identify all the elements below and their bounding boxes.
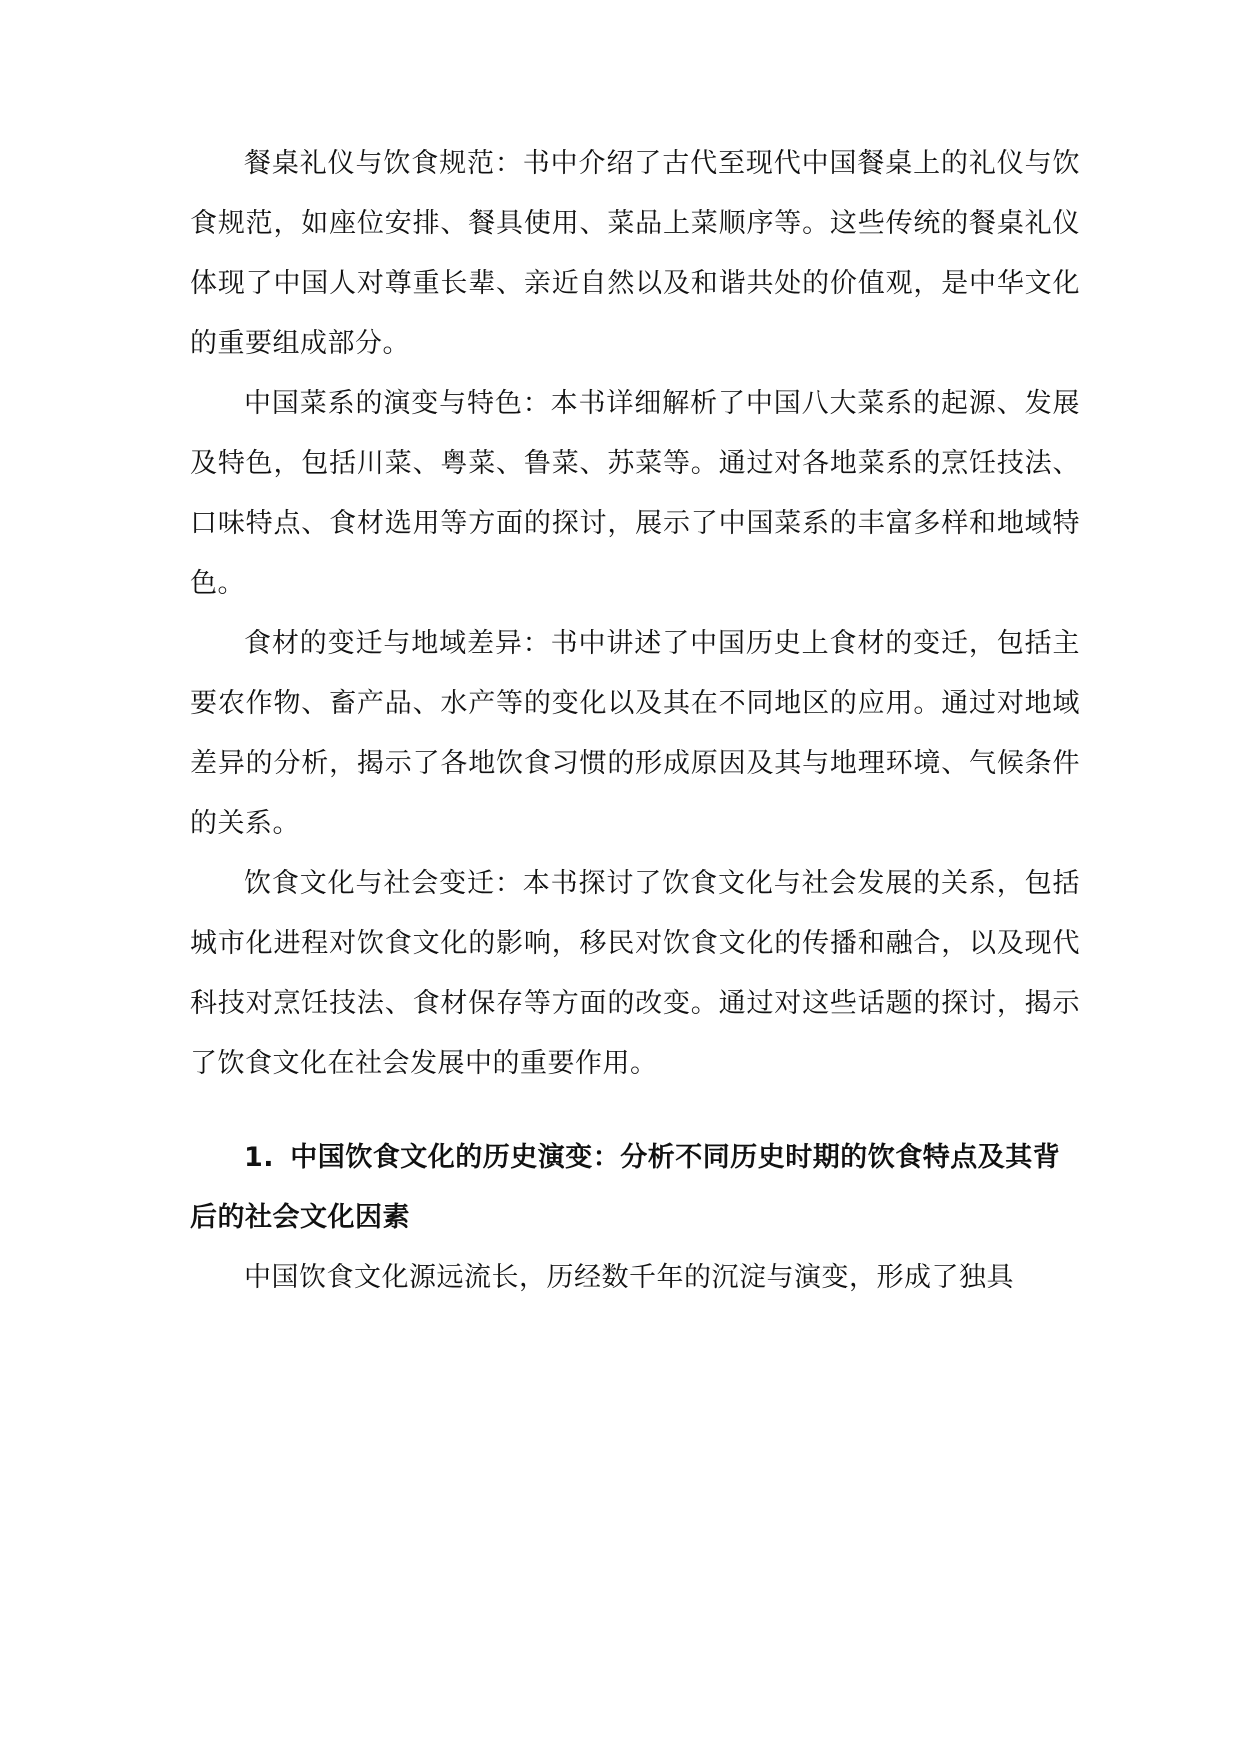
- document-page: [190, 134, 1080, 1308]
- paragraph-closing: 中国饮食文化源远流长，历经数千年的沉淀与演变，形成了独具: [244, 1262, 1014, 1293]
- section-title: 中国饮食文化的历史演变：分析不同历史时期的饮食特点及其背后的社会文化因素: [190, 1142, 1061, 1233]
- section-heading: [190, 1128, 1080, 1248]
- section-number: 1.: [244, 1142, 275, 1173]
- paragraph-ingredient-changes: 食材的变迁与地域差异：书中讲述了中国历史上食材的变迁，包括主要农作物、畜产品、水产等的变化以及其在不同地区的应用。通过对地域差异的分析，揭示了各地饮食习惯的形成原因及其与地理环境、气候条件的关系。: [190, 628, 1080, 839]
- paragraph-cuisine-evolution: 中国菜系的演变与特色：本书详细解析了中国八大菜系的起源、发展及特色，包括川菜、粤菜、鲁菜、苏菜等。通过对各地菜系的烹饪技法、口味特点、食材选用等方面的探讨，展示了中国菜系的丰富多样和地域特色。: [190, 388, 1080, 599]
- paragraph-dining-etiquette: 餐桌礼仪与饮食规范：书中介绍了古代至现代中国餐桌上的礼仪与饮食规范，如座位安排、餐具使用、菜品上菜顺序等。这些传统的餐桌礼仪体现了中国人对尊重长辈、亲近自然以及和谐共处的价值观，是中华文化的重要组成部分。: [190, 148, 1080, 359]
- paragraph-social-change: 饮食文化与社会变迁：本书探讨了饮食文化与社会发展的关系，包括城市化进程对饮食文化的影响，移民对饮食文化的传播和融合，以及现代科技对烹饪技法、食材保存等方面的改变。通过对这些话题的探讨，揭示了饮食文化在社会发展中的重要作用。: [190, 868, 1080, 1079]
